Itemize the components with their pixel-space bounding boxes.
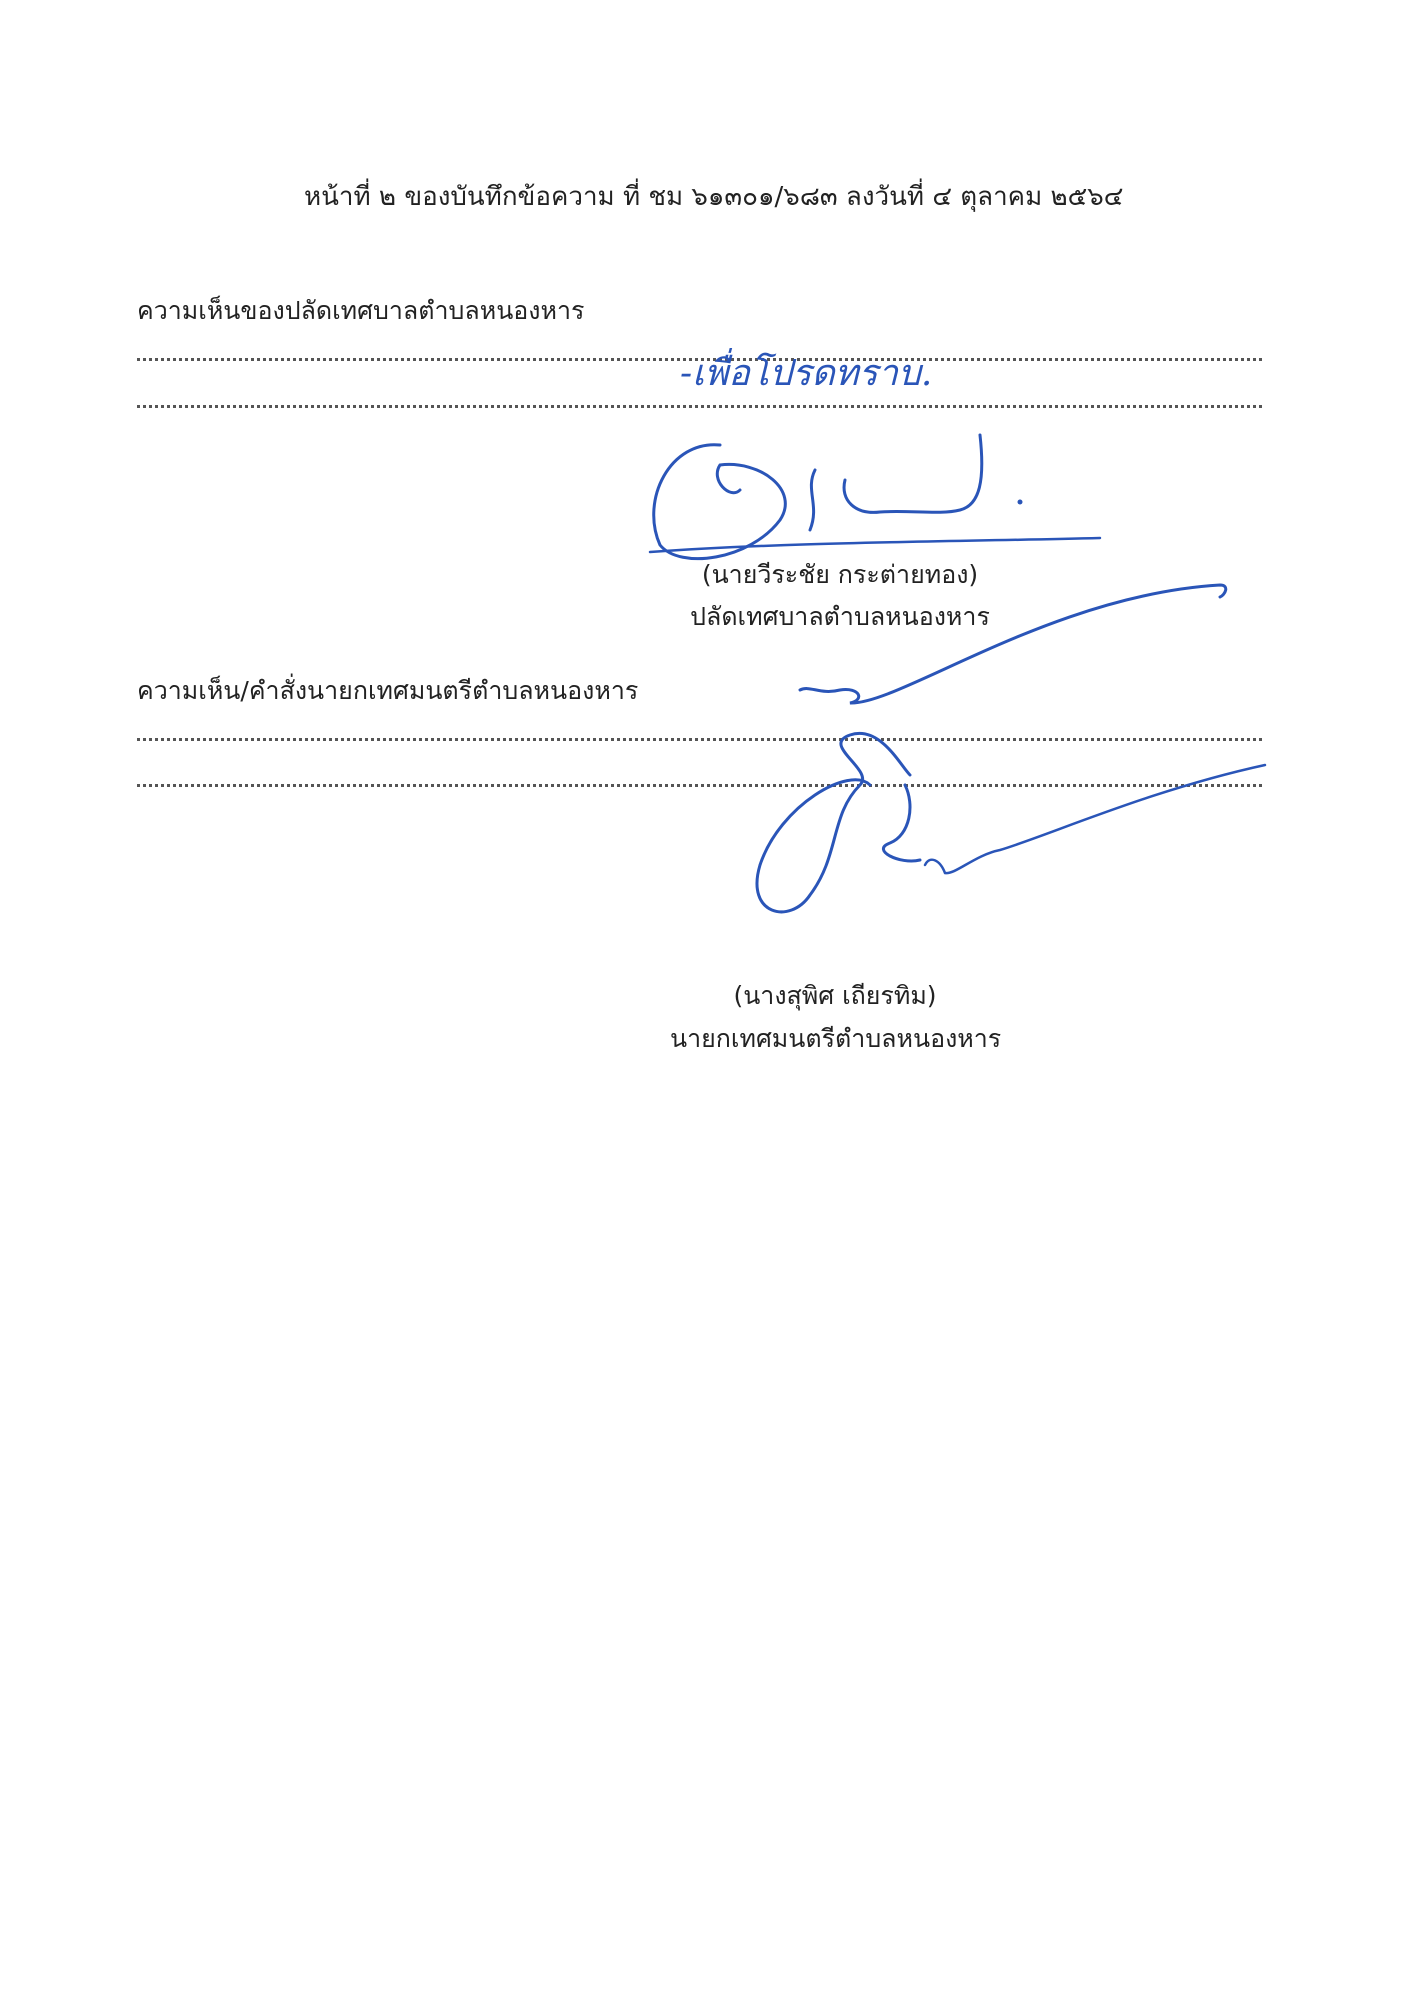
- page-header: หน้าที่ ๒ ของบันทึกข้อความ ที่ ชม ๖๑๓๐๑/๖๘๓ ลงวันที่ ๔ ตุลาคม ๒๕๖๔: [304, 182, 1124, 212]
- section2-heading: ความเห็น/คำสั่งนายกเทศมนตรีตำบลหนองหาร: [137, 676, 639, 705]
- section1-dotted-line-2: [137, 405, 1262, 408]
- section1-signer-name: (นายวีระชัย กระต่ายทอง): [701, 560, 979, 589]
- signature-image-2: [700, 575, 1280, 945]
- section2-signer-position: นายกเทศมนตรีตำบลหนองหาร: [670, 1024, 1002, 1053]
- signature-image-1: [640, 420, 1110, 570]
- section2-signer-name: (นางสุพิศ เถียรทิม): [733, 981, 937, 1010]
- handwritten-note: -เพื่อโปรดทราบ.: [680, 353, 933, 394]
- section1-heading: ความเห็นของปลัดเทศบาลตำบลหนองหาร: [137, 296, 585, 325]
- section1-signer-position: ปลัดเทศบาลตำบลหนองหาร: [690, 602, 990, 631]
